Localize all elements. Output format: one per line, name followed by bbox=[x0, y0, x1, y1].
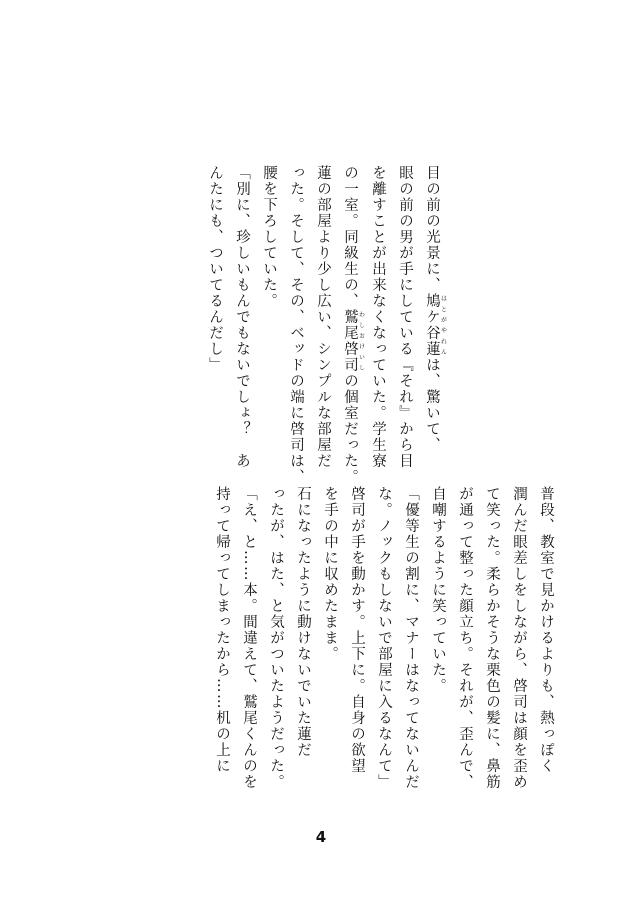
text-line: 眼の前の男が手にしている『それ』から目 bbox=[397, 165, 413, 469]
text-line: を手の中に収めたまま。 bbox=[322, 486, 338, 662]
text-line: 「別に、珍しいもんでもないでしょ？ あ bbox=[234, 165, 250, 469]
text-span: の一室。同級生の、 bbox=[342, 165, 358, 309]
text-span: の個室だった。 bbox=[342, 373, 358, 485]
text-line: 潤んだ眼差しをしながら、啓司は顔を歪め bbox=[511, 486, 527, 790]
text-line: 「え、と……本。間違えて、鷲尾くんのを bbox=[241, 486, 257, 790]
text-block-lower bbox=[208, 486, 559, 790]
text-line: を離すことが出来なくなっていた。学生寮 bbox=[370, 165, 386, 469]
page-number: 4 bbox=[315, 828, 327, 846]
text-line: 腰を下ろしていた。 bbox=[261, 165, 277, 309]
text-line: 石になったように動けないでいた蓮だ bbox=[295, 486, 311, 758]
text-line: 「優等生の割に、マナーはなってないんだ bbox=[403, 486, 419, 790]
text-line: が通って整った顔立ち。それが、歪んで、 bbox=[457, 486, 473, 790]
text-line: 自嘲するように笑っていた。 bbox=[430, 486, 446, 694]
text-line: んたにも、ついてるんだし」 bbox=[207, 165, 223, 373]
text-line: 普段、教室で見かけるよりも、熱っぽく bbox=[538, 486, 554, 774]
text-block-upper bbox=[201, 165, 447, 485]
text-line: 蓮の部屋より少し広い、シンプルな部屋だ bbox=[315, 165, 331, 469]
name-with-furigana bbox=[342, 309, 365, 373]
text-line: て笑った。柔らかそうな栗色の髪に、鼻筋 bbox=[484, 486, 500, 790]
text-span: は、驚いて、 bbox=[424, 357, 440, 453]
text-line: ったが、はた、と気がついたようだった。 bbox=[268, 486, 284, 790]
character-name: 鷲尾啓司 bbox=[342, 309, 358, 373]
text-line: った。そして、その、ベッドの端に啓司は、 bbox=[288, 165, 304, 485]
text-span: 目の前の光景に、 bbox=[424, 165, 440, 293]
text-line: 啓司が手を動かす。上下に。自身の欲望 bbox=[349, 486, 365, 774]
furigana: はとがやれん bbox=[439, 293, 447, 357]
text-line: な。ノックもしないで部屋に入るなんて」 bbox=[376, 486, 392, 790]
text-line bbox=[418, 165, 446, 465]
text-line bbox=[336, 165, 365, 485]
name-with-furigana bbox=[424, 293, 447, 357]
furigana: わしおけいし bbox=[357, 309, 365, 373]
text-line: 持って帰ってしまったから……机の上に bbox=[214, 486, 230, 774]
character-name: 鳩ケ谷蓮 bbox=[424, 293, 440, 357]
